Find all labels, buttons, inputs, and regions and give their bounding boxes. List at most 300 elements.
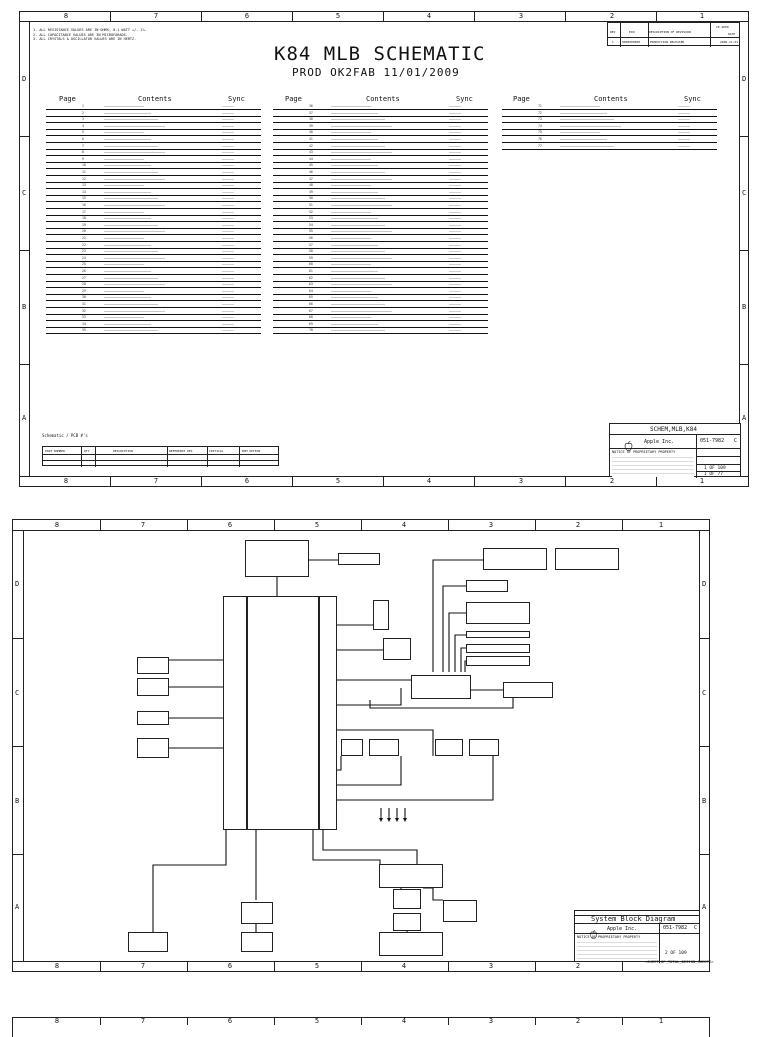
contents-row: [46, 309, 261, 315]
contents-row: [46, 289, 261, 295]
sheet-number: 2 OF 109: [665, 951, 687, 956]
contents-page-number: 8: [82, 150, 84, 155]
xdp-block: [338, 553, 380, 565]
contents-page-number: 40: [309, 130, 313, 135]
contents-page-number: 63: [309, 282, 313, 287]
contents-sync-placeholder: [222, 132, 234, 133]
contents-row: [502, 144, 717, 150]
audio-block-3: [435, 739, 463, 756]
zone-letter: D: [15, 580, 20, 588]
contents-row: [273, 249, 488, 255]
contents-page-number: 12: [82, 176, 86, 181]
contents-description-placeholder: [331, 324, 378, 325]
zone-letter: C: [15, 689, 20, 697]
contents-row: [273, 302, 488, 308]
contents-description-placeholder: [560, 113, 607, 114]
zone-number: 6: [227, 962, 233, 970]
contents-page-number: 43: [309, 150, 313, 155]
contents-row: [46, 229, 261, 235]
contents-page-number: 26: [82, 269, 86, 273]
contents-page-number: 35: [82, 328, 86, 333]
contents-description-placeholder: [331, 165, 378, 166]
contents-sync-placeholder: [449, 119, 461, 120]
usb-block: [466, 580, 508, 592]
contents-description-placeholder: [104, 218, 151, 219]
contents-page-number: 23: [82, 249, 86, 254]
contents-description-placeholder: [331, 139, 378, 140]
contents-sync-placeholder: [222, 165, 234, 166]
ethernet-block: [503, 682, 553, 698]
contents-table-3: [502, 104, 717, 164]
contents-row: [273, 322, 488, 328]
contents-page-number: 9: [82, 156, 84, 161]
zone-number: 8: [63, 477, 69, 485]
contents-page-number: 28: [82, 282, 86, 287]
contents-row: [502, 130, 717, 136]
contents-description-placeholder: [560, 106, 600, 107]
contents-sync-placeholder: [222, 146, 234, 147]
contents-sync-placeholder: [222, 106, 234, 107]
zone-number: 3: [488, 521, 494, 529]
contents-page-number: 60: [309, 262, 313, 267]
contents-description-placeholder: [331, 271, 378, 272]
contents-page-number: 29: [82, 288, 86, 293]
contents-sync-placeholder: [449, 198, 461, 199]
contents-page-number: 48: [309, 183, 313, 188]
contents-page-number: 45: [309, 163, 313, 168]
contents-row: [273, 282, 488, 288]
contents-description-placeholder: [104, 139, 151, 140]
contents-row: [46, 157, 261, 163]
contents-description-placeholder: [104, 271, 151, 272]
rev-header: REV: [610, 30, 616, 34]
contents-description-placeholder: [104, 106, 144, 107]
bom-refdes-header: REFERENCE DES: [169, 449, 193, 453]
zone-number: 4: [401, 962, 407, 970]
contents-page-number: 56: [309, 236, 313, 240]
ecn-header: ECN: [629, 30, 635, 34]
contents-sync-placeholder: [222, 258, 234, 259]
contents-row: [46, 144, 261, 150]
contents-row: [46, 137, 261, 143]
contents-page-number: 54: [309, 222, 313, 227]
drawing-rev: C: [694, 925, 698, 931]
contents-sync-placeholder: [449, 264, 461, 265]
zone-number: 6: [227, 1017, 233, 1025]
contents-sync-placeholder: [222, 205, 234, 206]
contents-sync-placeholder: [222, 278, 234, 279]
contents-sync-placeholder: [449, 152, 461, 153]
bom-qty-header: QTY: [84, 449, 90, 453]
contents-sync-placeholder: [449, 311, 461, 312]
contents-description-placeholder: [331, 113, 378, 114]
zone-number: 8: [54, 521, 60, 529]
contents-row: [46, 183, 261, 189]
contents-page-number: 75: [538, 130, 542, 135]
contents-row: [273, 203, 488, 209]
zone-number: 4: [426, 477, 432, 485]
sata-odd-block: [483, 548, 547, 570]
contents-row: [46, 196, 261, 202]
description-header: DESCRIPTION OF REVISION: [649, 30, 691, 34]
rev-value: C: [612, 40, 614, 44]
contents-header: Contents: [366, 95, 400, 103]
contents-description-placeholder: [104, 113, 151, 114]
page-header: Page: [59, 95, 76, 103]
contents-description-placeholder: [104, 172, 158, 173]
zone-number: 3: [488, 1017, 494, 1025]
sheet-footer: <SHEET_OF_TOTAL_DESIGN_SHEETS>: [645, 959, 714, 964]
contents-sync-placeholder: [449, 231, 461, 232]
audio-block-4: [469, 739, 499, 756]
contents-row: [46, 104, 261, 110]
contents-description-placeholder: [331, 192, 378, 193]
contents-page-number: 66: [309, 302, 313, 306]
zone-number: 5: [314, 962, 320, 970]
contents-description-placeholder: [331, 146, 385, 147]
page-number: 1 OF 77: [704, 472, 723, 477]
drawing-number: 051-7982: [700, 438, 725, 444]
zone-letter: A: [15, 903, 20, 911]
usb-hub-block: [411, 675, 471, 699]
contents-page-number: 39: [309, 123, 313, 128]
zone-letter: A: [22, 414, 27, 422]
contents-sync-placeholder: [449, 185, 461, 186]
contents-row: [502, 124, 717, 130]
contents-description-placeholder: [104, 152, 165, 153]
ecn-value: 0000000000: [622, 40, 641, 44]
smc-block: [379, 864, 443, 888]
contents-row: [46, 163, 261, 169]
contents-row: [46, 177, 261, 183]
contents-row: [273, 130, 488, 136]
contents-row: [273, 150, 488, 156]
contents-sync-placeholder: [222, 159, 234, 160]
zone-letter: D: [22, 75, 27, 83]
contents-sync-placeholder: [449, 271, 461, 272]
contents-description-placeholder: [104, 291, 144, 292]
contents-sync-placeholder: [449, 278, 461, 279]
contents-row: [502, 117, 717, 123]
contents-row: [46, 130, 261, 136]
apple-logo: [589, 924, 598, 933]
contents-page-number: 61: [309, 269, 313, 273]
contents-row: [273, 210, 488, 216]
contents-row: [46, 249, 261, 255]
contents-page-number: 41: [309, 137, 313, 141]
contents-row: [46, 190, 261, 196]
contents-page-number: 7: [82, 143, 84, 148]
title-block-title: System Block Diagram: [591, 915, 676, 923]
contents-sync-placeholder: [222, 291, 234, 292]
notice-heading: NOTICE OF PROPRIETARY PROPERTY: [577, 935, 641, 939]
contents-page-number: 30: [82, 295, 86, 300]
contents-row: [273, 196, 488, 202]
contents-description-placeholder: [331, 238, 371, 239]
dimm-block: [373, 600, 389, 630]
zone-letter: B: [15, 797, 20, 805]
audio-block-2: [369, 739, 399, 756]
contents-page-number: 2: [82, 110, 84, 115]
contents-sync-placeholder: [449, 165, 461, 166]
zone-number: 4: [426, 12, 432, 20]
contents-sync-placeholder: [222, 113, 234, 114]
date-value: 2009-11-01: [720, 40, 739, 44]
contents-description-placeholder: [331, 198, 385, 199]
contents-sync-placeholder: [678, 146, 690, 147]
contents-row: [46, 328, 261, 334]
contents-sync-placeholder: [678, 119, 690, 120]
contents-sync-placeholder: [449, 238, 461, 239]
contents-description-placeholder: [104, 146, 158, 147]
contents-description-placeholder: [331, 291, 371, 292]
contents-page-number: 70: [309, 328, 313, 333]
contents-description-placeholder: [331, 278, 385, 279]
contents-row: [46, 210, 261, 216]
smc-sub-block-1: [393, 889, 421, 909]
contents-page-number: 21: [82, 236, 86, 240]
sync-header: Sync: [456, 95, 473, 103]
contents-row: [273, 183, 488, 189]
contents-sync-placeholder: [449, 218, 461, 219]
contents-description-placeholder: [104, 304, 158, 305]
contents-description-placeholder: [331, 251, 385, 252]
contents-description-placeholder: [104, 185, 144, 186]
contents-description-placeholder: [331, 304, 385, 305]
contents-page-number: 15: [82, 196, 86, 201]
contents-page-number: 50: [309, 196, 313, 201]
contents-page-number: 1: [82, 104, 84, 108]
contents-page-number: 5: [82, 130, 84, 135]
contents-page-number: 33: [82, 315, 86, 320]
contents-row: [273, 137, 488, 143]
contents-sync-placeholder: [222, 119, 234, 120]
contents-sync-placeholder: [222, 330, 234, 331]
zone-number: 1: [699, 12, 705, 20]
company-name: Apple Inc.: [607, 926, 638, 932]
contents-sync-placeholder: [449, 225, 461, 226]
contents-description-placeholder: [104, 317, 144, 318]
contents-description-placeholder: [331, 317, 371, 318]
contents-description-placeholder: [331, 311, 392, 312]
contents-row: [46, 223, 261, 229]
left-block-1: [137, 657, 169, 674]
contents-sync-placeholder: [449, 159, 461, 160]
zone-number: 1: [699, 477, 705, 485]
contents-description-placeholder: [104, 251, 158, 252]
contents-row: [502, 111, 717, 117]
sata-hdd-block: [555, 548, 619, 570]
contents-sync-placeholder: [222, 231, 234, 232]
contents-description-placeholder: [104, 225, 158, 226]
zone-number: 7: [153, 477, 159, 485]
contents-row: [273, 229, 488, 235]
contents-row: [273, 289, 488, 295]
contents-row: [273, 269, 488, 275]
contents-sync-placeholder: [678, 106, 690, 107]
contents-page-number: 76: [538, 137, 542, 141]
pch-block: [247, 596, 319, 830]
contents-page-number: 67: [309, 308, 313, 313]
contents-description-placeholder: [104, 264, 144, 265]
contents-page-number: 74: [538, 123, 542, 128]
zone-number: 5: [314, 521, 320, 529]
contents-row: [46, 170, 261, 176]
contents-page-number: 37: [309, 110, 313, 115]
contents-row: [273, 223, 488, 229]
smc-sub-block-2: [393, 913, 421, 931]
contents-sync-placeholder: [678, 139, 690, 140]
contents-page-number: 62: [309, 275, 313, 280]
schematic-sheet-2: [12, 519, 714, 972]
contents-sync-placeholder: [449, 126, 461, 127]
contents-row: [46, 262, 261, 268]
contents-description-placeholder: [331, 119, 385, 120]
zone-letter: C: [742, 189, 747, 197]
contents-sync-placeholder: [449, 317, 461, 318]
left-block-4: [137, 738, 169, 758]
zone-number: 3: [488, 962, 494, 970]
contents-row: [273, 236, 488, 242]
contents-sync-placeholder: [222, 238, 234, 239]
zone-number: 1: [658, 1017, 664, 1025]
left-block-2: [137, 678, 169, 696]
contents-sync-placeholder: [222, 284, 234, 285]
zone-number: 7: [153, 12, 159, 20]
contents-row: [46, 282, 261, 288]
contents-page-number: 19: [82, 222, 86, 227]
contents-description-placeholder: [331, 284, 392, 285]
contents-row: [46, 150, 261, 156]
contents-description-placeholder: [104, 165, 151, 166]
zone-letter: C: [22, 189, 27, 197]
zone-number: 5: [314, 1017, 320, 1025]
contents-sync-placeholder: [222, 192, 234, 193]
contents-page-number: 10: [82, 163, 86, 168]
zone-number: 5: [335, 12, 341, 20]
contents-sync-placeholder: [222, 218, 234, 219]
contents-description-placeholder: [331, 225, 385, 226]
contents-description-placeholder: [104, 311, 165, 312]
zone-number: 7: [140, 521, 146, 529]
contents-page-number: 57: [309, 242, 313, 247]
zone-number: 7: [140, 962, 146, 970]
contents-description-placeholder: [104, 297, 151, 298]
contents-description-placeholder: [104, 159, 144, 160]
contents-page-number: 13: [82, 183, 86, 188]
zone-letter: B: [742, 303, 747, 311]
zone-number: 3: [518, 12, 524, 20]
contents-page-number: 51: [309, 203, 313, 207]
contents-row: [273, 216, 488, 222]
contents-sync-placeholder: [449, 146, 461, 147]
title-block: [609, 423, 741, 477]
contents-page-number: 55: [309, 229, 313, 234]
contents-sync-placeholder: [678, 113, 690, 114]
contents-sync-placeholder: [449, 106, 461, 107]
contents-description-placeholder: [331, 330, 385, 331]
contents-sync-placeholder: [449, 297, 461, 298]
bom-option-header: BOM OPTION: [242, 449, 261, 453]
page-header: Page: [513, 95, 530, 103]
page-header: Page: [285, 95, 302, 103]
bluetooth-block: [466, 644, 530, 653]
contents-sync-placeholder: [449, 291, 461, 292]
contents-row: [46, 276, 261, 282]
contents-sync-placeholder: [222, 324, 234, 325]
left-block-3: [137, 711, 169, 725]
firewire-block: [466, 602, 530, 624]
contents-row: [273, 163, 488, 169]
contents-row: [46, 111, 261, 117]
contents-description-placeholder: [331, 106, 371, 107]
zone-letter: A: [742, 414, 747, 422]
contents-page-number: 72: [538, 110, 542, 115]
contents-row: [46, 322, 261, 328]
contents-description-placeholder: [331, 264, 371, 265]
general-notes: 1. ALL RESISTANCE VALUES ARE IN OHMS, 0.1 WATT +/- 1%. 2. ALL CAPACITANCE VALUES ARE IN MICROFARADS. 3. ALL CRYSTALS & OSCILLATOR VALUES ARE IN HERTZ.: [33, 28, 147, 41]
bom-critical-header: CRITICAL: [209, 449, 224, 453]
contents-sync-placeholder: [222, 297, 234, 298]
zone-letter: D: [742, 75, 747, 83]
power-block: [379, 932, 443, 956]
contents-description-placeholder: [104, 205, 165, 206]
contents-sync-placeholder: [222, 198, 234, 199]
pch-left-column: [223, 596, 247, 830]
contents-row: [273, 190, 488, 196]
zone-number: 2: [575, 962, 581, 970]
contents-sync-placeholder: [449, 330, 461, 331]
contents-sync-placeholder: [449, 172, 461, 173]
contents-row: [273, 295, 488, 301]
contents-sync-placeholder: [222, 225, 234, 226]
contents-row: [502, 137, 717, 143]
contents-page-number: 68: [309, 315, 313, 320]
contents-row: [273, 104, 488, 110]
contents-description-placeholder: [104, 245, 151, 246]
contents-description-placeholder: [104, 212, 144, 213]
contents-description-placeholder: [104, 192, 151, 193]
contents-sync-placeholder: [449, 324, 461, 325]
contents-description-placeholder: [104, 179, 165, 180]
contents-description-placeholder: [331, 159, 371, 160]
schematic-sheet-1: [19, 11, 749, 487]
contents-page-number: 22: [82, 242, 86, 247]
bom-table: [42, 446, 279, 466]
schematic-subtitle: PROD OK2FAB 11/01/2009: [292, 66, 460, 79]
contents-description-placeholder: [104, 132, 144, 133]
contents-header: Contents: [594, 95, 628, 103]
contents-sync-placeholder: [222, 317, 234, 318]
contents-header: Contents: [138, 95, 172, 103]
contents-row: [46, 256, 261, 262]
apple-logo: [624, 436, 633, 446]
contents-page-number: 77: [538, 143, 542, 148]
contents-sync-placeholder: [449, 205, 461, 206]
rom-block: [241, 932, 273, 952]
contents-page-number: 49: [309, 189, 313, 194]
contents-table-2: [273, 104, 488, 334]
contents-sync-placeholder: [222, 251, 234, 252]
contents-page-number: 58: [309, 249, 313, 254]
contents-row: [46, 315, 261, 321]
date-header: DATE: [728, 32, 736, 36]
contents-sync-placeholder: [449, 251, 461, 252]
contents-description-placeholder: [104, 324, 151, 325]
contents-page-number: 3: [82, 117, 84, 122]
spi-block: [241, 902, 273, 924]
zone-number: 2: [575, 521, 581, 529]
